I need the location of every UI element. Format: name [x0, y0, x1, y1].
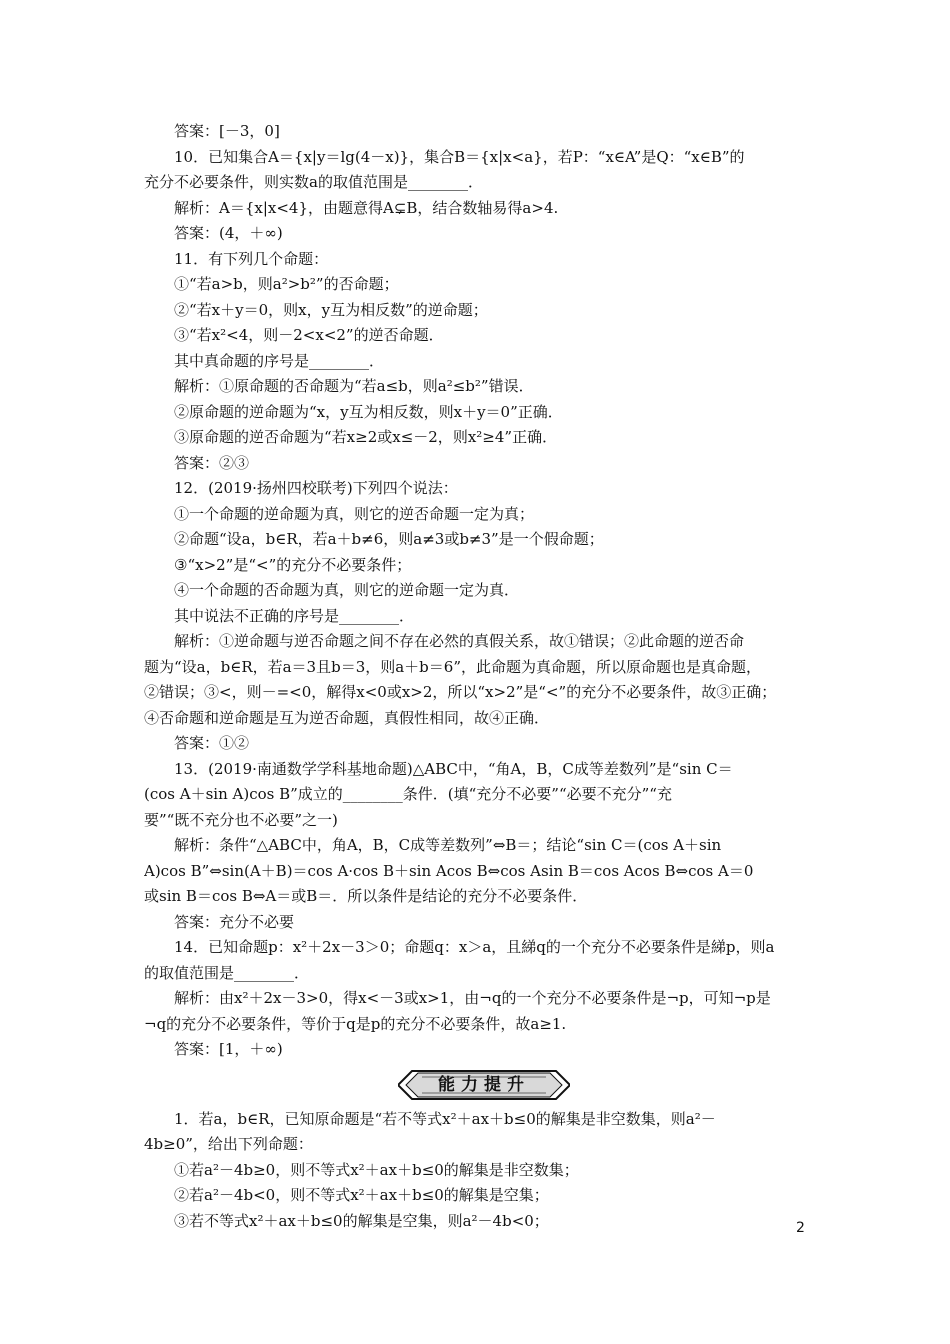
- page-content: [144, 119, 810, 1234]
- text-line: ¬q的充分不必要条件，等价于q是p的充分不必要条件，故a≥1.: [144, 1014, 567, 1033]
- text-line: 10．已知集合A＝{x|y＝lg(4－x)}，集合B＝{x|x<a}，若P：“x∈A”是Q：“x∈B”的: [174, 147, 745, 166]
- text-line: ②“若x＋y＝0，则x，y互为相反数”的逆命题；: [174, 300, 488, 319]
- text-line: 要”“既不充分也不必要”之一): [144, 810, 338, 829]
- text-line: 解析：①逆命题与逆否命题之间不存在必然的真假关系，故①错误；②此命题的逆否命: [174, 632, 745, 650]
- text-line: 1．若a，b∈R，已知原命题是“若不等式x²＋ax＋b≤0的解集是非空数集，则a²－: [174, 1109, 716, 1128]
- text-line: ③原命题的逆否命题为“若x≥2或x≤－2，则x²≥4”正确．: [174, 428, 558, 446]
- exercise-text-bottom: [144, 1107, 810, 1235]
- section-banner-title: 能力提升: [438, 1074, 530, 1095]
- text-line: ③“x>2”是“<”的充分不必要条件；: [174, 555, 412, 574]
- text-line: 题为“设a，b∈R，若a＝3且b＝3，则a＋b＝6”，此命题为真命题，所以原命题也是真命题，: [144, 657, 762, 676]
- text-line: ③“若x²<4，则－2<x<2”的逆否命题．: [174, 326, 444, 344]
- text-line: 12．(2019·扬州四校联考)下列四个说法：: [174, 479, 458, 497]
- text-line: ④否命题和逆命题是互为逆否命题，真假性相同，故④正确．: [144, 708, 550, 727]
- text-line: ①一个命题的逆命题为真，则它的逆否命题一定为真；: [174, 504, 535, 523]
- text-line: A)cos B”⇔sin(A＋B)＝cos A·cos B＋sin Acos B⇔cos Asin B＝cos Acos B⇔cos A＝0: [144, 861, 754, 880]
- text-line: 其中真命题的序号是________．: [174, 351, 385, 370]
- text-line: 答案：[－3，0]: [174, 122, 280, 140]
- text-line: ②命题“设a，b∈R，若a＋b≠6，则a≠3或b≠3”是一个假命题；: [174, 530, 604, 548]
- text-line: 其中说法不正确的序号是________．: [174, 606, 415, 625]
- text-line: ②若a²－4b<0，则不等式x²＋ax＋b≤0的解集是空集；: [174, 1186, 549, 1204]
- text-line: (cos A＋sin A)cos B”成立的________条件．(填“充分不必要”“必要不充分”“充: [144, 785, 672, 803]
- text-line: ③若不等式x²＋ax＋b≤0的解集是空集，则a²－4b<0；: [174, 1211, 549, 1230]
- text-line: ①若a²－4b≥0，则不等式x²＋ax＋b≤0的解集是非空数集；: [174, 1160, 579, 1179]
- text-line: ②原命题的逆命题为“x，y互为相反数，则x＋y＝0”正确．: [174, 402, 563, 421]
- text-line: ②错误；③<，则－=<0，解得x<0或x>2，所以“x>2”是“<”的充分不必要条件，故③正确；: [144, 683, 777, 701]
- text-line: 11．有下列几个命题：: [174, 249, 329, 268]
- page-number: 2: [796, 1220, 805, 1236]
- text-line: 解析：由x²＋2x－3>0，得x<－3或x>1，由¬q的一个充分不必要条件是¬p，可知¬p是: [174, 989, 771, 1007]
- text-line: 充分不必要条件，则实数a的取值范围是________．: [144, 173, 483, 191]
- text-line: 答案：①②: [174, 734, 250, 752]
- exercise-text-top: [144, 119, 810, 1063]
- text-line: 解析：①原命题的否命题为“若a≤b，则a²≤b²”错误．: [174, 377, 534, 395]
- section-banner: [398, 1069, 570, 1101]
- text-line: 答案：充分不必要: [174, 912, 295, 931]
- text-line: 答案：(4，＋∞): [174, 224, 283, 242]
- text-line: 或sin B＝cos B⇔A＝或B＝．所以条件是结论的充分不必要条件．: [144, 887, 588, 905]
- text-line: 13．(2019·南通数学学科基地命题)△ABC中，“角A，B，C成等差数列”是“sin C＝: [174, 759, 733, 778]
- text-line: 答案：②③: [174, 453, 250, 472]
- text-line: 14．已知命题p：x²＋2x－3＞0；命题q：x＞a，且綈q的一个充分不必要条件是綈p，则a: [174, 938, 775, 956]
- text-line: 解析：A＝{x|x<4}，由题意得A⊊B，结合数轴易得a>4.: [174, 198, 559, 217]
- text-line: ①“若a>b，则a²>b²”的否命题；: [174, 275, 399, 293]
- text-line: 4b≥0”，给出下列命题：: [144, 1135, 313, 1153]
- text-line: 答案：[1，＋∞): [174, 1040, 283, 1058]
- text-line: 解析：条件“△ABC中，角A，B，C成等差数列”⇔B＝；结论“sin C＝(cos A＋sin: [174, 836, 722, 854]
- section-banner-row: [144, 1063, 810, 1107]
- text-line: 的取值范围是________．: [144, 963, 310, 982]
- text-line: ④一个命题的否命题为真，则它的逆命题一定为真．: [174, 581, 520, 599]
